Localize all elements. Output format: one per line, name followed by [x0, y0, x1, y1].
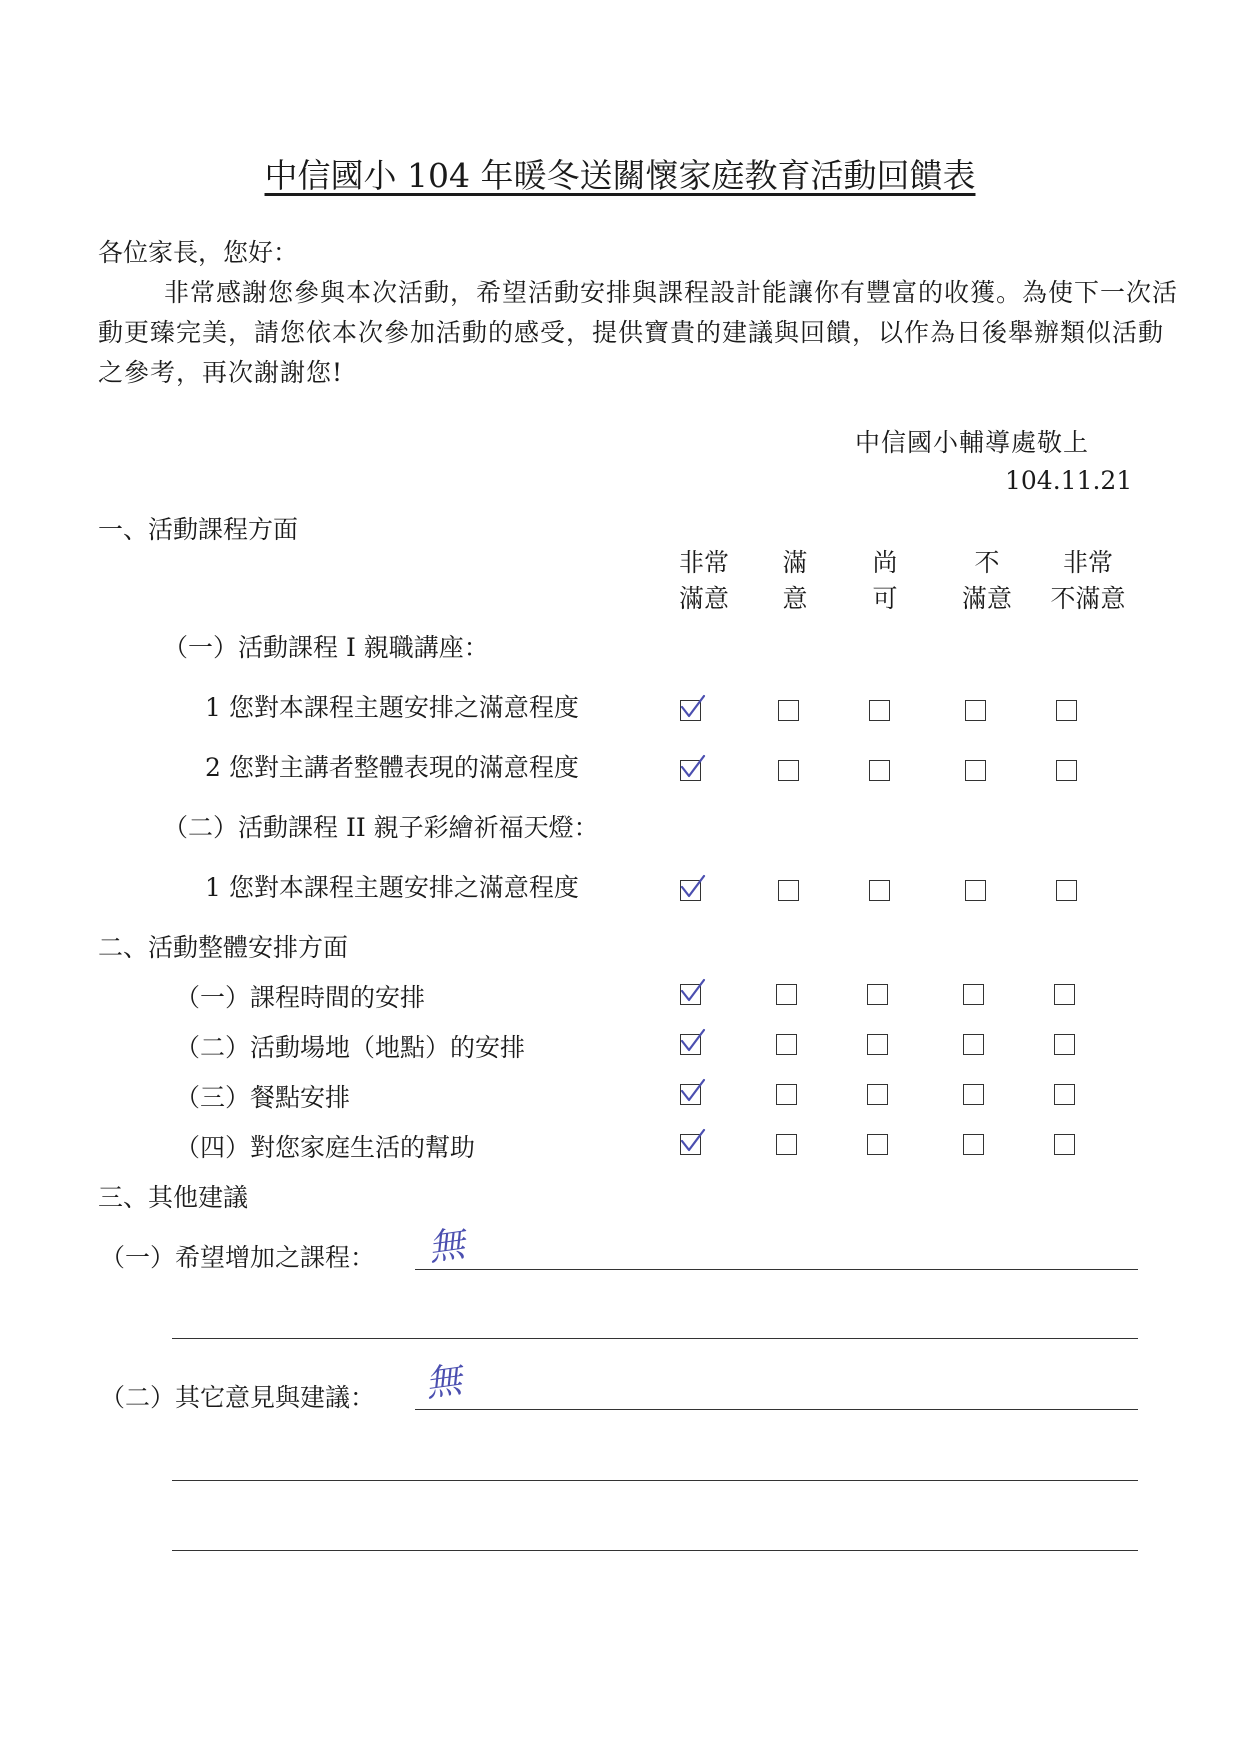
rating-checkbox[interactable] [965, 700, 986, 721]
other-comments-answer: 無 [422, 1359, 465, 1406]
question-label: 2 您對主講者整體表現的滿意程度 [205, 753, 579, 782]
rating-checkbox[interactable] [680, 984, 701, 1005]
header-line: 不 [974, 548, 1000, 577]
suggest-courses-label: （一）希望增加之課程： [100, 1243, 376, 1272]
rating-checkbox[interactable] [867, 1134, 888, 1155]
rating-checkbox[interactable] [778, 700, 799, 721]
rating-checkbox[interactable] [1056, 760, 1077, 781]
check-mark-icon [677, 693, 707, 723]
answer-line[interactable] [172, 1338, 1138, 1339]
question-label: （一）課程時間的安排 [175, 983, 426, 1012]
rating-checkbox[interactable] [1056, 880, 1077, 901]
sub1-title: （一）活動課程 I 親職講座： [163, 633, 489, 662]
header-line: 不滿意 [1050, 584, 1126, 613]
header-line: 滿意 [678, 584, 729, 613]
header-dissatisfied [942, 545, 1032, 617]
question-label: （三）餐點安排 [175, 1083, 351, 1112]
check-mark-icon [677, 1077, 707, 1107]
greeting: 各位家長，您好： [98, 238, 299, 267]
header-very-satisfied [659, 545, 749, 617]
rating-checkbox[interactable] [869, 700, 890, 721]
question-label: 1 您對本課程主題安排之滿意程度 [205, 693, 579, 722]
rating-checkbox[interactable] [680, 700, 701, 721]
header-line: 可 [872, 584, 898, 613]
intro-paragraph: 非常感謝您參與本次活動，希望活動安排與課程設計能讓你有豐富的收獲。為使下一次活動更臻完美，請您依本次參加活動的感受，提供寶貴的建議與回饋，以作為日後舉辦類似活動之參考，再次謝謝您! [98, 278, 1179, 387]
rating-checkbox[interactable] [869, 760, 890, 781]
section1-title: 一、活動課程方面 [98, 515, 299, 544]
section2-title: 二、活動整體安排方面 [98, 933, 349, 962]
answer-line[interactable] [415, 1269, 1138, 1270]
rating-checkbox[interactable] [680, 1134, 701, 1155]
answer-line[interactable] [172, 1480, 1138, 1481]
rating-checkbox[interactable] [778, 760, 799, 781]
check-mark-icon [677, 1127, 707, 1157]
header-line: 滿 [782, 548, 808, 577]
question-label: （二）活動場地（地點）的安排 [175, 1033, 526, 1062]
rating-checkbox[interactable] [867, 1084, 888, 1105]
rating-checkbox[interactable] [776, 1084, 797, 1105]
rating-checkbox[interactable] [778, 880, 799, 901]
rating-checkbox[interactable] [867, 984, 888, 1005]
rating-checkbox[interactable] [963, 1084, 984, 1105]
header-line: 滿意 [961, 584, 1012, 613]
signature-date: 104.11.21 [1005, 466, 1133, 495]
header-very-dissatisfied [1038, 545, 1138, 617]
form-title: 中信國小 104 年暖冬送關懷家庭教育活動回饋表 [264, 156, 976, 195]
rating-checkbox[interactable] [963, 984, 984, 1005]
question-label: 1 您對本課程主題安排之滿意程度 [205, 873, 579, 902]
header-satisfied [750, 545, 840, 617]
rating-checkbox[interactable] [776, 984, 797, 1005]
header-neutral [840, 545, 930, 617]
rating-checkbox[interactable] [963, 1134, 984, 1155]
header-line: 非常 [1062, 548, 1113, 577]
check-mark-icon [677, 1027, 707, 1057]
rating-checkbox[interactable] [1056, 700, 1077, 721]
header-line: 意 [782, 584, 808, 613]
section3-title: 三、其他建議 [98, 1183, 249, 1212]
rating-checkbox[interactable] [680, 760, 701, 781]
rating-checkbox[interactable] [1054, 1084, 1075, 1105]
answer-line[interactable] [415, 1409, 1138, 1410]
sub2-title: （二）活動課程 II 親子彩繪祈福天燈： [163, 813, 599, 842]
signature-org: 中信國小輔導處敬上 [855, 428, 1090, 457]
check-mark-icon [677, 753, 707, 783]
rating-checkbox[interactable] [680, 1034, 701, 1055]
rating-checkbox[interactable] [1054, 1134, 1075, 1155]
suggest-courses-answer: 無 [425, 1223, 468, 1270]
rating-checkbox[interactable] [869, 880, 890, 901]
answer-line[interactable] [172, 1550, 1138, 1551]
rating-checkbox[interactable] [965, 760, 986, 781]
check-mark-icon [677, 873, 707, 903]
check-mark-icon [677, 977, 707, 1007]
rating-checkbox[interactable] [776, 1034, 797, 1055]
rating-checkbox[interactable] [1054, 984, 1075, 1005]
rating-checkbox[interactable] [680, 1084, 701, 1105]
question-label: （四）對您家庭生活的幫助 [175, 1133, 476, 1162]
header-line: 非常 [678, 548, 729, 577]
header-line: 尚 [872, 548, 898, 577]
rating-checkbox[interactable] [965, 880, 986, 901]
rating-checkbox[interactable] [963, 1034, 984, 1055]
rating-checkbox[interactable] [1054, 1034, 1075, 1055]
rating-checkbox[interactable] [867, 1034, 888, 1055]
rating-checkbox[interactable] [776, 1134, 797, 1155]
other-comments-label: （二）其它意見與建議： [100, 1383, 376, 1412]
rating-checkbox[interactable] [680, 880, 701, 901]
